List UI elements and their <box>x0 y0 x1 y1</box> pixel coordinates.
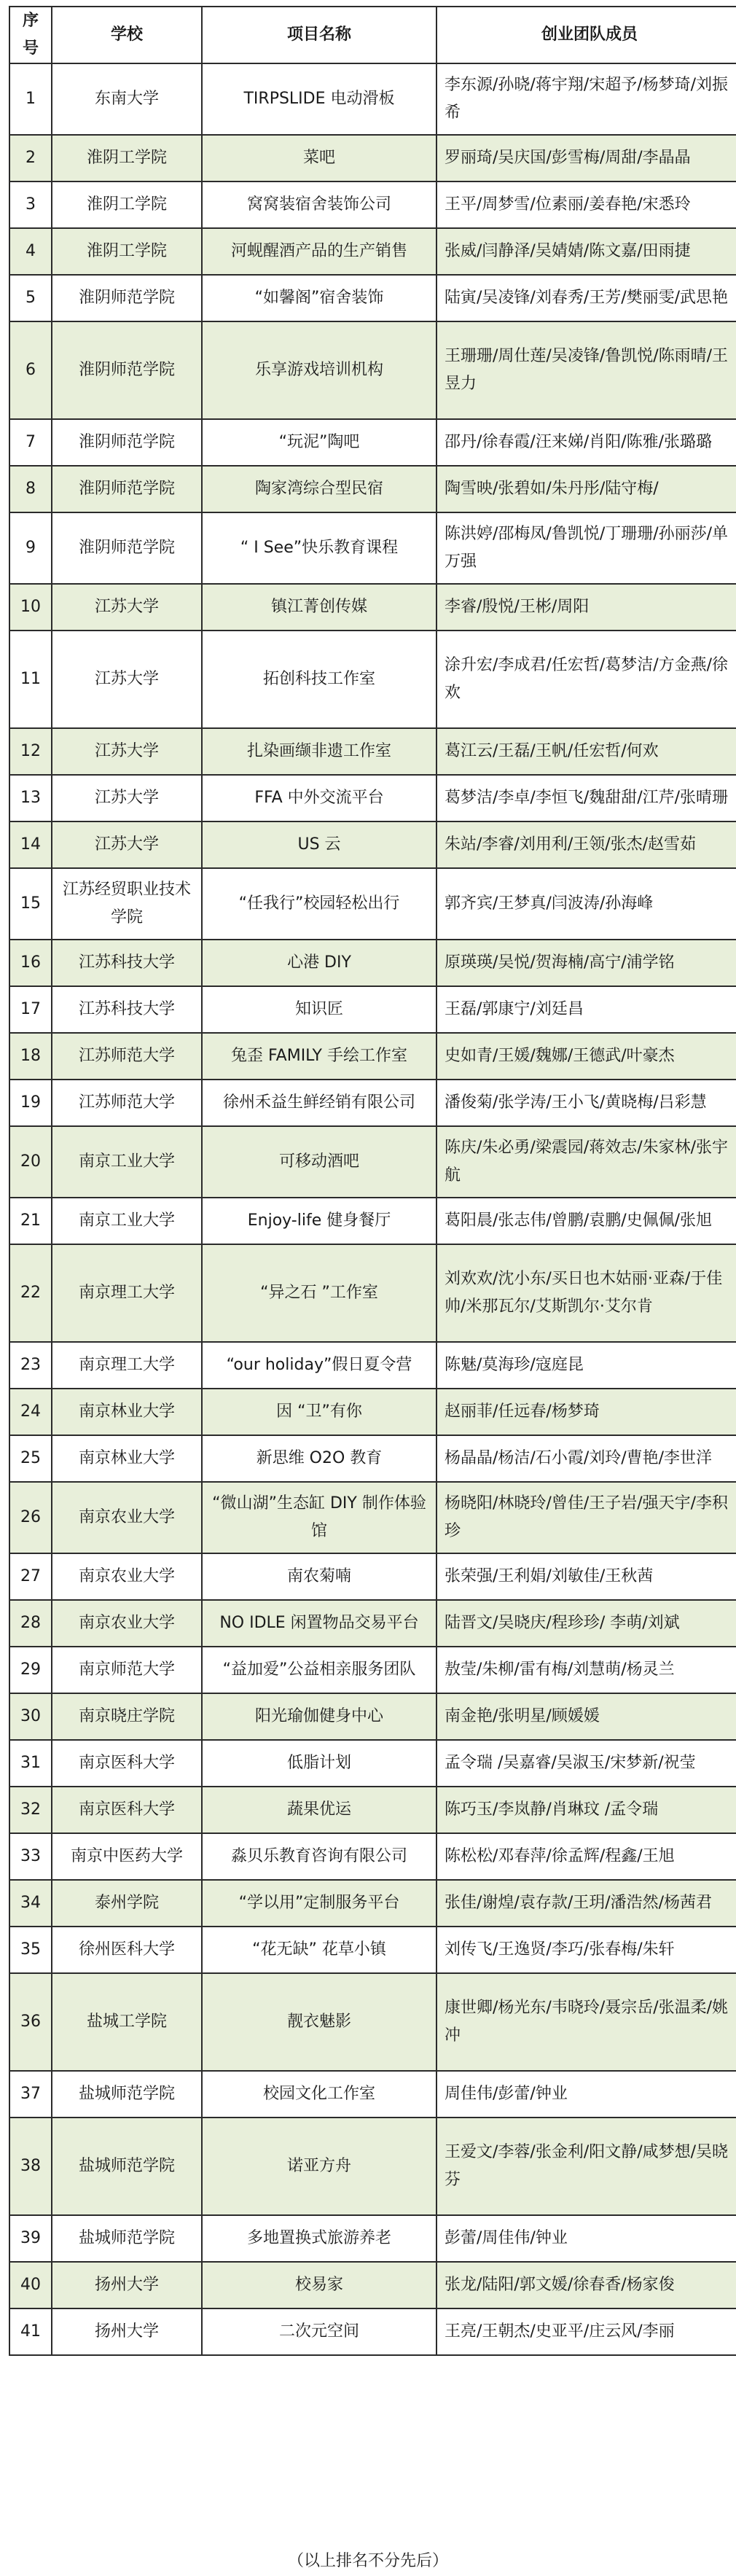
cell-project: 二次元空间 <box>202 2308 436 2355</box>
cell-no: 13 <box>9 775 52 821</box>
cell-project: 靓衣魅影 <box>202 1973 436 2071</box>
cell-members: 康世卿/杨光东/韦晓玲/聂宗岳/张温柔/姚冲 <box>436 1973 736 2071</box>
cell-school: 江苏大学 <box>52 584 202 631</box>
cell-members: 张佳/谢煌/袁存款/王玥/潘浩然/杨茜君 <box>436 1880 736 1927</box>
table-row <box>9 821 736 868</box>
cell-no: 5 <box>9 275 52 321</box>
table-row <box>9 1927 736 1973</box>
cell-members: 杨晶晶/杨洁/石小霞/刘玲/曹艳/李世洋 <box>436 1435 736 1482</box>
cell-school: 淮阴师范学院 <box>52 275 202 321</box>
cell-members: 杨晓阳/林晓玲/曾佳/王子岩/强天宇/李积珍 <box>436 1482 736 1553</box>
cell-school: 淮阴工学院 <box>52 135 202 182</box>
cell-school: 江苏师范大学 <box>52 1033 202 1080</box>
cell-school: 南京工业大学 <box>52 1126 202 1198</box>
header-school: 学校 <box>52 7 202 63</box>
cell-no: 2 <box>9 135 52 182</box>
cell-members: 张荣强/王利娟/刘敏佳/王秋茜 <box>436 1553 736 1600</box>
cell-school: 南京理工大学 <box>52 1244 202 1342</box>
cell-project: 菜吧 <box>202 135 436 182</box>
cell-members: 南金艳/张明星/顾媛媛 <box>436 1693 736 1740</box>
cell-no: 14 <box>9 821 52 868</box>
cell-project: 河蚬醒酒产品的生产销售 <box>202 228 436 275</box>
cell-project: 阳光瑜伽健身中心 <box>202 1693 436 1740</box>
cell-school: 江苏大学 <box>52 821 202 868</box>
cell-no: 19 <box>9 1080 52 1126</box>
cell-project: 拓创科技工作室 <box>202 631 436 728</box>
header-project: 项目名称 <box>202 7 436 63</box>
cell-project: “任我行”校园轻松出行 <box>202 868 436 940</box>
cell-project: “益加爱”公益相亲服务团队 <box>202 1647 436 1693</box>
cell-no: 36 <box>9 1973 52 2071</box>
cell-project: “异之石 ”工作室 <box>202 1244 436 1342</box>
table-row <box>9 1244 736 1342</box>
cell-no: 34 <box>9 1880 52 1927</box>
cell-no: 33 <box>9 1833 52 1880</box>
cell-school: 南京医科大学 <box>52 1787 202 1833</box>
cell-school: 扬州大学 <box>52 2262 202 2308</box>
cell-project: 徐州禾益生鲜经销有限公司 <box>202 1080 436 1126</box>
cell-project: 镇江菁创传媒 <box>202 584 436 631</box>
cell-school: 南京林业大学 <box>52 1389 202 1435</box>
cell-school: 南京农业大学 <box>52 1553 202 1600</box>
cell-members: 陆晋文/吴晓庆/程珍珍/ 李萌/刘斌 <box>436 1600 736 1647</box>
cell-members: 陈巧玉/李岚静/肖琳玟 /孟令瑞 <box>436 1787 736 1833</box>
cell-members: 葛阳晨/张志伟/曾鹏/袁鹏/史佩佩/张旭 <box>436 1198 736 1244</box>
cell-members: 陶雪映/张碧如/朱丹彤/陆守梅/ <box>436 466 736 512</box>
cell-no: 26 <box>9 1482 52 1553</box>
cell-members: 原瑛瑛/吴悦/贺海楠/高宁/浦学铭 <box>436 940 736 986</box>
cell-members: 陈庆/朱必勇/梁震园/蒋效志/朱家林/张宇航 <box>436 1126 736 1198</box>
cell-project: “如馨阁”宿舍装饰 <box>202 275 436 321</box>
cell-school: 淮阴师范学院 <box>52 419 202 466</box>
cell-members: 陈洪婷/邵梅凤/鲁凯悦/丁珊珊/孙丽莎/单万强 <box>436 512 736 584</box>
cell-project: 可移动酒吧 <box>202 1126 436 1198</box>
cell-no: 25 <box>9 1435 52 1482</box>
table-row <box>9 1833 736 1880</box>
table-row <box>9 2215 736 2262</box>
cell-members: 周佳伟/彭蕾/钟业 <box>436 2071 736 2118</box>
cell-members: 郭齐宾/王梦真/闫波涛/孙海峰 <box>436 868 736 940</box>
cell-school: 淮阴工学院 <box>52 228 202 275</box>
cell-project: “学以用”定制服务平台 <box>202 1880 436 1927</box>
cell-no: 10 <box>9 584 52 631</box>
cell-members: 陈松松/邓春萍/徐孟辉/程鑫/王旭 <box>436 1833 736 1880</box>
table-row <box>9 986 736 1033</box>
cell-no: 1 <box>9 63 52 135</box>
cell-school: 江苏科技大学 <box>52 940 202 986</box>
cell-members: 葛梦洁/李卓/李恒飞/魏甜甜/江芹/张晴珊 <box>436 775 736 821</box>
cell-project: 校园文化工作室 <box>202 2071 436 2118</box>
cell-no: 6 <box>9 321 52 419</box>
cell-school: 江苏大学 <box>52 728 202 775</box>
cell-school: 南京农业大学 <box>52 1600 202 1647</box>
cell-no: 20 <box>9 1126 52 1198</box>
cell-project: “our holiday”假日夏令营 <box>202 1342 436 1389</box>
cell-no: 24 <box>9 1389 52 1435</box>
table-row <box>9 584 736 631</box>
cell-members: 敖莹/朱柳/雷有梅/刘慧萌/杨灵兰 <box>436 1647 736 1693</box>
cell-members: 陆寅/吴凌锋/刘春秀/王芳/樊丽雯/武思艳 <box>436 275 736 321</box>
cell-project: 知识匠 <box>202 986 436 1033</box>
cell-members: 赵丽菲/任远春/杨梦琦 <box>436 1389 736 1435</box>
cell-school: 淮阴师范学院 <box>52 321 202 419</box>
cell-project: Enjoy-life 健身餐厅 <box>202 1198 436 1244</box>
cell-members: 朱站/李睿/刘用利/王领/张杰/赵雪茹 <box>436 821 736 868</box>
cell-no: 39 <box>9 2215 52 2262</box>
cell-members: 陈魅/莫海珍/寇庭昆 <box>436 1342 736 1389</box>
cell-school: 徐州医科大学 <box>52 1927 202 1973</box>
cell-project: FFA 中外交流平台 <box>202 775 436 821</box>
cell-school: 南京中医药大学 <box>52 1833 202 1880</box>
table-row <box>9 1880 736 1927</box>
cell-project: 兔歪 FAMILY 手绘工作室 <box>202 1033 436 1080</box>
cell-school: 盐城工学院 <box>52 1973 202 2071</box>
cell-no: 31 <box>9 1740 52 1787</box>
cell-school: 淮阴工学院 <box>52 182 202 228</box>
table-row <box>9 1740 736 1787</box>
cell-school: 南京农业大学 <box>52 1482 202 1553</box>
cell-school: 江苏经贸职业技术学院 <box>52 868 202 940</box>
cell-school: 盐城师范学院 <box>52 2215 202 2262</box>
cell-no: 7 <box>9 419 52 466</box>
cell-members: 张龙/陆阳/郭文媛/徐春香/杨家俊 <box>436 2262 736 2308</box>
cell-members: 李睿/殷悦/王彬/周阳 <box>436 584 736 631</box>
cell-school: 淮阴师范学院 <box>52 512 202 584</box>
cell-project: 窝窝装宿舍装饰公司 <box>202 182 436 228</box>
cell-project: 南农菊喃 <box>202 1553 436 1600</box>
table-row <box>9 728 736 775</box>
cell-school: 南京晓庄学院 <box>52 1693 202 1740</box>
cell-project: US 云 <box>202 821 436 868</box>
cell-no: 32 <box>9 1787 52 1833</box>
cell-no: 15 <box>9 868 52 940</box>
cell-no: 30 <box>9 1693 52 1740</box>
cell-project: 心港 DIY <box>202 940 436 986</box>
cell-members: 王磊/郭康宁/刘廷昌 <box>436 986 736 1033</box>
table-row <box>9 63 736 135</box>
cell-no: 41 <box>9 2308 52 2355</box>
cell-no: 8 <box>9 466 52 512</box>
cell-no: 35 <box>9 1927 52 1973</box>
table-row <box>9 2118 736 2215</box>
table-row <box>9 419 736 466</box>
table-row <box>9 1647 736 1693</box>
cell-no: 27 <box>9 1553 52 1600</box>
table-row <box>9 1973 736 2071</box>
table-row <box>9 2308 736 2355</box>
table-row <box>9 1787 736 1833</box>
table-row <box>9 321 736 419</box>
cell-no: 4 <box>9 228 52 275</box>
cell-members: 刘传飞/王逸贤/李巧/张春梅/朱轩 <box>436 1927 736 1973</box>
cell-members: 王爱文/李蓉/张金利/阳文静/咸梦想/吴晓芬 <box>436 2118 736 2215</box>
table-row <box>9 1342 736 1389</box>
header-no: 序号 <box>9 7 52 63</box>
cell-project: “ I See”快乐教育课程 <box>202 512 436 584</box>
cell-school: 南京林业大学 <box>52 1435 202 1482</box>
cell-project: “花无缺” 花草小镇 <box>202 1927 436 1973</box>
cell-school: 南京理工大学 <box>52 1342 202 1389</box>
cell-members: 孟令瑞 /吴嘉睿/吴淑玉/宋梦新/祝莹 <box>436 1740 736 1787</box>
table-row <box>9 1198 736 1244</box>
cell-school: 盐城师范学院 <box>52 2118 202 2215</box>
cell-members: 王珊珊/周仕莲/吴凌锋/鲁凯悦/陈雨晴/王昱力 <box>436 321 736 419</box>
cell-school: 南京师范大学 <box>52 1647 202 1693</box>
cell-no: 12 <box>9 728 52 775</box>
cell-members: 罗丽琦/吴庆国/彭雪梅/周甜/李晶晶 <box>436 135 736 182</box>
cell-project: NO IDLE 闲置物品交易平台 <box>202 1600 436 1647</box>
cell-school: 泰州学院 <box>52 1880 202 1927</box>
table-row <box>9 2071 736 2118</box>
cell-no: 18 <box>9 1033 52 1080</box>
table-body <box>9 63 736 2355</box>
cell-school: 江苏科技大学 <box>52 986 202 1033</box>
cell-project: 蔬果优运 <box>202 1787 436 1833</box>
cell-members: 李东源/孙晓/蒋宇翔/宋超予/杨梦琦/刘振希 <box>436 63 736 135</box>
cell-school: 扬州大学 <box>52 2308 202 2355</box>
table-row <box>9 1126 736 1198</box>
cell-members: 邵丹/徐春霞/汪来娣/肖阳/陈雅/张璐璐 <box>436 419 736 466</box>
cell-no: 38 <box>9 2118 52 2215</box>
footer-note: （以上排名不分先后） <box>287 2552 448 2570</box>
team-roster-table <box>9 6 736 2356</box>
table-row <box>9 228 736 275</box>
cell-no: 21 <box>9 1198 52 1244</box>
table-row <box>9 1600 736 1647</box>
table-row <box>9 1693 736 1740</box>
table-row <box>9 940 736 986</box>
cell-project: 扎染画缬非遗工作室 <box>202 728 436 775</box>
cell-no: 3 <box>9 182 52 228</box>
table-row <box>9 1482 736 1553</box>
table-header-row <box>9 7 736 63</box>
cell-project: 陶家湾综合型民宿 <box>202 466 436 512</box>
cell-school: 东南大学 <box>52 63 202 135</box>
cell-members: 史如青/王媛/魏娜/王德武/叶豪杰 <box>436 1033 736 1080</box>
cell-project: 淼贝乐教育咨询有限公司 <box>202 1833 436 1880</box>
cell-members: 涂升宏/李成君/任宏哲/葛梦洁/方金燕/徐欢 <box>436 631 736 728</box>
cell-school: 江苏大学 <box>52 775 202 821</box>
cell-no: 23 <box>9 1342 52 1389</box>
cell-project: 校易家 <box>202 2262 436 2308</box>
table-row <box>9 1553 736 1600</box>
table-row <box>9 1033 736 1080</box>
cell-school: 南京工业大学 <box>52 1198 202 1244</box>
cell-project: 多地置换式旅游养老 <box>202 2215 436 2262</box>
cell-no: 11 <box>9 631 52 728</box>
cell-members: 王平/周梦雪/位素丽/姜春艳/宋悉玲 <box>436 182 736 228</box>
table-row <box>9 135 736 182</box>
cell-no: 37 <box>9 2071 52 2118</box>
cell-project: TIRPSLIDE 电动滑板 <box>202 63 436 135</box>
cell-project: “微山湖”生态缸 DIY 制作体验馆 <box>202 1482 436 1553</box>
cell-school: 淮阴师范学院 <box>52 466 202 512</box>
cell-project: 低脂计划 <box>202 1740 436 1787</box>
table-row <box>9 275 736 321</box>
cell-project: 诺亚方舟 <box>202 2118 436 2215</box>
cell-no: 16 <box>9 940 52 986</box>
table-row <box>9 1389 736 1435</box>
table-row <box>9 182 736 228</box>
table-row <box>9 868 736 940</box>
cell-no: 17 <box>9 986 52 1033</box>
table-row <box>9 1080 736 1126</box>
cell-project: 因 “卫”有你 <box>202 1389 436 1435</box>
cell-members: 王亮/王朝杰/史亚平/庄云风/李丽 <box>436 2308 736 2355</box>
cell-no: 40 <box>9 2262 52 2308</box>
cell-no: 9 <box>9 512 52 584</box>
cell-school: 江苏大学 <box>52 631 202 728</box>
header-members: 创业团队成员 <box>436 7 736 63</box>
table-row <box>9 2262 736 2308</box>
cell-no: 22 <box>9 1244 52 1342</box>
cell-members: 彭蕾/周佳伟/钟业 <box>436 2215 736 2262</box>
table-row <box>9 1435 736 1482</box>
table-row <box>9 775 736 821</box>
cell-members: 张威/闫静泽/吴婧婧/陈文嘉/田雨捷 <box>436 228 736 275</box>
cell-members: 刘欢欢/沈小东/买日也木姑丽·亚森/于佳帅/米那瓦尔/艾斯凯尔·艾尔肯 <box>436 1244 736 1342</box>
cell-project: 新思维 O2O 教育 <box>202 1435 436 1482</box>
cell-school: 江苏师范大学 <box>52 1080 202 1126</box>
cell-project: “玩泥”陶吧 <box>202 419 436 466</box>
cell-no: 29 <box>9 1647 52 1693</box>
cell-school: 盐城师范学院 <box>52 2071 202 2118</box>
cell-no: 28 <box>9 1600 52 1647</box>
table-row <box>9 631 736 728</box>
cell-school: 南京医科大学 <box>52 1740 202 1787</box>
cell-members: 潘俊菊/张学涛/王小飞/黄晓梅/吕彩慧 <box>436 1080 736 1126</box>
cell-project: 乐享游戏培训机构 <box>202 321 436 419</box>
table-row <box>9 512 736 584</box>
table-row <box>9 466 736 512</box>
cell-members: 葛江云/王磊/王帆/任宏哲/何欢 <box>436 728 736 775</box>
